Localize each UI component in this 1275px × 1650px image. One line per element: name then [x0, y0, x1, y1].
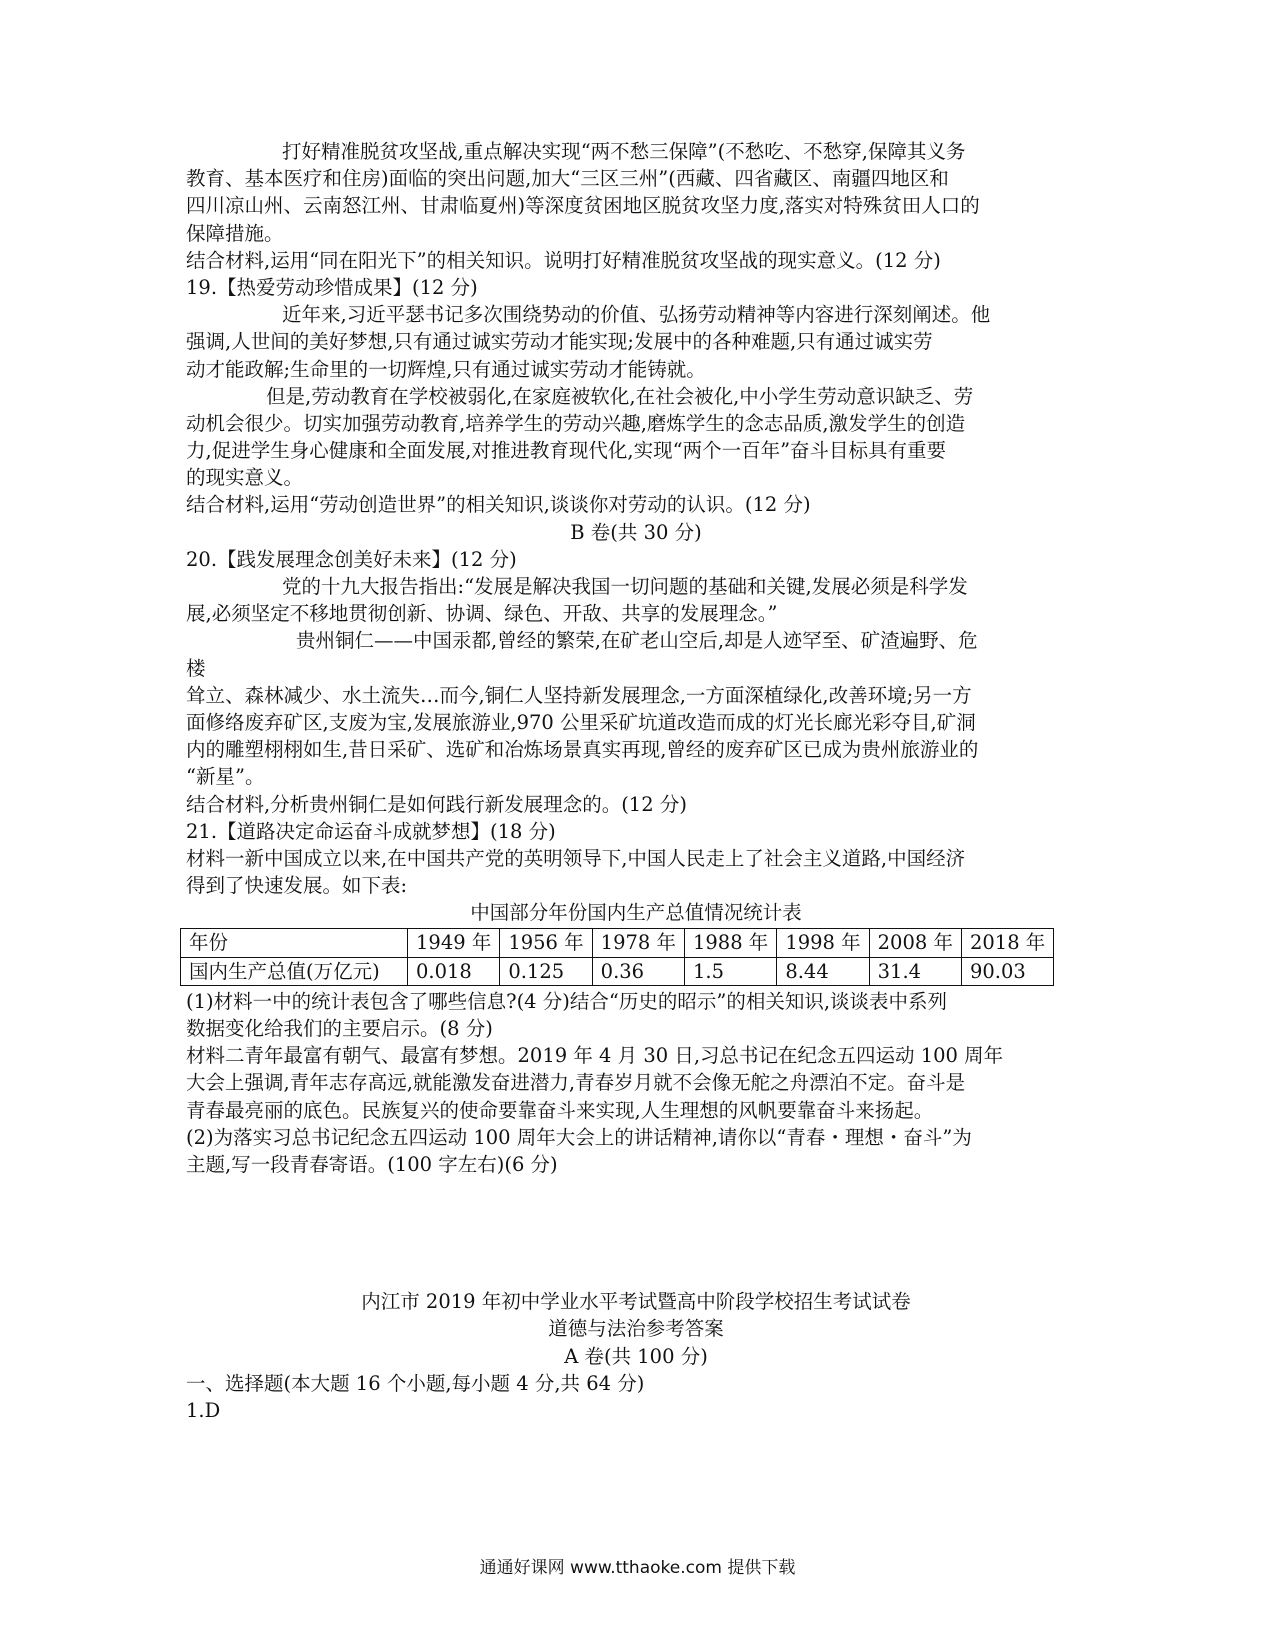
q20-title: 20.【践发展理念创美好未来】(12 分) — [186, 547, 517, 571]
section-b-heading: B 卷(共 30 分) — [570, 520, 702, 544]
paragraph-line: 党的十九大报告指出:“发展是解决我国一切问题的基础和关键,发展必须是科学发 — [282, 575, 968, 598]
answer-section-a: A 卷(共 100 分) — [564, 1344, 708, 1368]
q21-material-2 — [186, 1042, 1086, 1124]
table-cell: 2008 年 — [869, 929, 961, 957]
answer-title: 内江市 2019 年初中学业水平考试暨高中阶段学校招生考试试卷 — [361, 1290, 911, 1314]
q19-material-2 — [186, 383, 1086, 492]
gdp-table — [180, 928, 1054, 985]
paragraph-line: 动才能政解;生命里的一切辉煌,只有通过诚实劳动才能铸就。 — [186, 357, 706, 381]
q19-task: 结合材料,运用“劳动创造世界”的相关知识,谈谈你对劳动的认识。(12 分) — [186, 493, 811, 517]
paragraph-line: 四川凉山州、云南怒江州、甘肃临夏州)等深度贫困地区脱贫攻坚力度,落实对特殊贫田人口的 — [186, 194, 980, 218]
table-cell: 1.5 — [684, 957, 776, 985]
q20-task: 结合材料,分析贵州铜仁是如何践行新发展理念的。(12 分) — [186, 792, 687, 816]
paragraph-line: “新星”。 — [186, 765, 265, 789]
answer-section-heading: 一、选择题(本大题 16 个小题,每小题 4 分,共 64 分) — [186, 1371, 645, 1395]
table-cell: 1978 年 — [592, 929, 684, 957]
paragraph-line: (1)材料一中的统计表包含了哪些信息?(4 分)结合“历史的昭示”的相关知识,谈谈表中系列 — [186, 989, 948, 1013]
q21-sub1 — [186, 988, 1086, 1042]
table-cell: 0.125 — [500, 957, 592, 985]
table-cell: 1956 年 — [500, 929, 592, 957]
table-cell: 31.4 — [869, 957, 961, 985]
paragraph-line: (2)为落实习总书记纪念五四运动 100 周年大会上的讲话精神,请你以“青春・理想・奋斗”为 — [186, 1125, 972, 1149]
paragraph-line: 材料一新中国成立以来,在中国共产党的英明领导下,中国人民走上了社会主义道路,中国经济 — [186, 846, 966, 870]
q21-title: 21.【道路决定命运奋斗成就梦想】(18 分) — [186, 819, 556, 843]
paragraph-line: 强调,人世间的美好梦想,只有通过诚实劳动才能实现;发展中的各种难题,只有通过诚实劳 — [186, 330, 933, 354]
paragraph-line: 力,促进学生身心健康和全面发展,对推进教育现代化,实现“两个一百年”奋斗目标具有重要 — [186, 439, 947, 463]
paragraph-line: 打好精准脱贫攻坚战,重点解决实现“两不愁三保障”(不愁吃、不愁穿,保障其义务 — [282, 140, 966, 163]
table-cell: 0.018 — [408, 957, 500, 985]
paragraph-line: 耸立、森林减少、水土流失…而今,铜仁人坚持新发展理念,一方面深植绿化,改善环境;另一方 — [186, 683, 972, 707]
page-footer: 通通好课网 www.tthaoke.com 提供下载 — [479, 1558, 796, 1578]
q21-sub2 — [186, 1124, 1086, 1178]
q18-task: 结合材料,运用“同在阳光下”的相关知识。说明打好精准脱贫攻坚战的现实意义。(12 分) — [186, 248, 941, 272]
table-cell: 1998 年 — [777, 929, 869, 957]
paragraph-line: 的现实意义。 — [186, 466, 304, 490]
table-cell: 2018 年 — [961, 929, 1053, 957]
q20-material-2 — [186, 627, 1086, 790]
paragraph-line: 材料二青年最富有朝气、最富有梦想。2019 年 4 月 30 日,习总书记在纪念五四运动 100 周年 — [186, 1044, 1004, 1068]
exam-content — [186, 138, 1086, 1424]
table-cell: 90.03 — [961, 957, 1053, 985]
paragraph-line: 面修络废弃矿区,支废为宝,发展旅游业,970 公里采矿坑道改造而成的灯光长廊光彩夺目,矿洞 — [186, 710, 976, 734]
paragraph-line: 大会上强调,青年志存高远,就能激发奋进潜力,青春岁月就不会像无舵之舟漂泊不定。奋斗是 — [186, 1071, 966, 1095]
answer-item: 1.D — [186, 1398, 221, 1422]
paragraph-line: 得到了快速发展。如下表: — [186, 874, 408, 898]
paragraph-line: 主题,写一段青春寄语。(100 字左右)(6 分) — [186, 1152, 558, 1176]
paragraph-line: 保障措施。 — [186, 221, 284, 245]
q19-material-1 — [186, 301, 1086, 383]
q18-material — [186, 138, 1086, 247]
paragraph-line: 内的雕塑栩栩如生,昔日采矿、选矿和冶炼场景真实再现,曾经的废弃矿区已成为贵州旅游业的 — [186, 738, 979, 762]
paragraph-line: 楼 — [186, 656, 206, 680]
paragraph-line: 近年来,习近平瑟书记多次围绕势动的价值、弘扬劳动精神等内容进行深刻阐述。他 — [282, 303, 991, 327]
table-cell: 1988 年 — [684, 929, 776, 957]
paragraph-line: 数据变化给我们的主要启示。(8 分) — [186, 1017, 493, 1041]
paragraph-line: 贵州铜仁——中国汞都,曾经的繁荣,在矿老山空后,却是人迹罕至、矿渣遍野、危 — [296, 629, 978, 653]
paragraph-line: 展,必须坚定不移地贯彻创新、协调、绿色、开敌、共享的发展理念。” — [186, 602, 778, 626]
answer-section — [186, 1288, 1086, 1424]
table-cell: 0.36 — [592, 957, 684, 985]
table-row — [181, 929, 1054, 957]
paragraph-line: 青春最亮丽的底色。民族复兴的使命要靠奋斗来实现,人生理想的风帆要靠奋斗来扬起。 — [186, 1098, 934, 1122]
table-row — [181, 957, 1054, 985]
paragraph-line: 动机会很少。切实加强劳动教育,培养学生的劳动兴趣,磨炼学生的念志品质,激发学生的创造 — [186, 411, 966, 435]
table-cell: 1949 年 — [408, 929, 500, 957]
paragraph-line: 教育、基本医疗和住房)面临的突出问题,加大“三区三州”(西藏、四省藏区、南疆四地区和 — [186, 167, 949, 191]
table-cell: 8.44 — [777, 957, 869, 985]
table-header-cell: 年份 — [181, 929, 408, 957]
answer-subtitle: 道德与法治参考答案 — [548, 1317, 724, 1341]
q19-title: 19.【热爱劳动珍惜成果】(12 分) — [186, 275, 478, 299]
table-caption: 中国部分年份国内生产总值情况统计表 — [470, 901, 802, 925]
q20-material-1 — [186, 573, 1086, 627]
table-header-cell: 国内生产总值(万亿元) — [181, 957, 408, 985]
paragraph-line: 但是,劳动教育在学校被弱化,在家庭被软化,在社会被化,中小学生劳动意识缺乏、劳 — [266, 384, 974, 408]
q21-material-1 — [186, 845, 1086, 899]
